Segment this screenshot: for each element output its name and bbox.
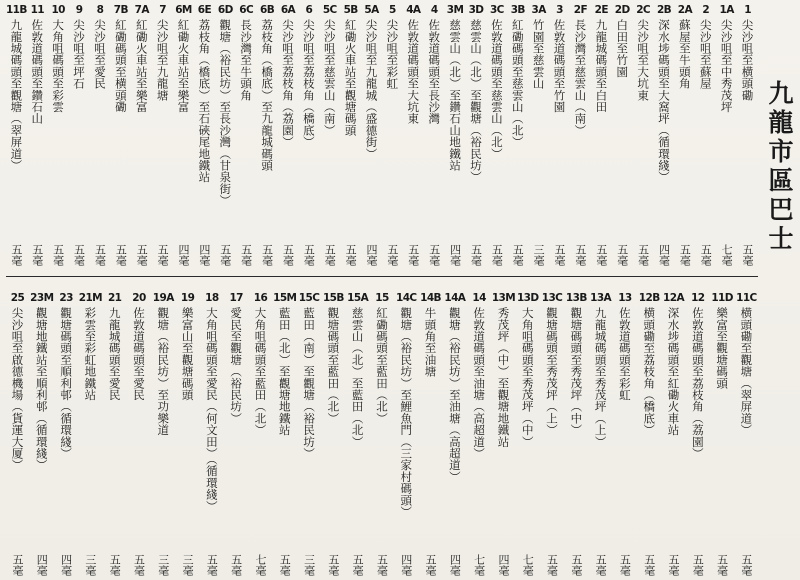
route-number: 3 <box>556 4 563 16</box>
route-description: 慈雲山（北）至觀塘（裕民坊） <box>468 19 483 183</box>
route-fare: 四毫 <box>365 244 379 266</box>
document-title: 九龍市區巴士 <box>765 80 794 254</box>
route-fare: 三毫 <box>83 554 97 576</box>
route-column <box>103 292 126 576</box>
route-column <box>419 292 442 576</box>
route-number: 14C <box>395 292 417 304</box>
route-number: 13D <box>516 292 539 304</box>
route-description: 九龍城碼頭至秀茂坪（上） <box>593 307 608 448</box>
route-number: 10 <box>51 4 65 16</box>
route-column <box>55 292 78 576</box>
route-description: 紅磡碼頭至慈雲山（北） <box>510 19 525 148</box>
route-description: 大角咀碼頭至愛民（何文田）（循環綫） <box>204 307 219 512</box>
route-column <box>686 292 709 576</box>
route-fare: 五毫 <box>326 554 340 576</box>
route-number: 6 <box>305 4 313 16</box>
route-fare: 五毫 <box>553 244 567 266</box>
route-column <box>370 292 393 576</box>
section-divider <box>6 276 758 277</box>
route-column <box>361 4 382 266</box>
route-fare: 五毫 <box>51 244 65 266</box>
route-number: 1A <box>719 4 734 16</box>
route-fare: 五毫 <box>618 554 632 576</box>
route-fare: 四毫 <box>496 554 510 576</box>
route-column <box>152 4 173 266</box>
route-fare: 五毫 <box>424 554 438 576</box>
route-number: 20 <box>132 292 146 304</box>
route-description: 大角咀碼頭至秀茂坪（中） <box>520 307 535 448</box>
route-description: 慈雲山（北）至鑽石山地鐵站 <box>448 19 463 172</box>
route-number: 11B <box>5 4 27 16</box>
route-column <box>48 4 69 266</box>
route-number: 19 <box>180 292 195 304</box>
route-column <box>507 4 528 266</box>
route-fare: 五毫 <box>594 244 608 266</box>
route-description: 佐敦道碼頭至鑽石山 <box>30 19 45 125</box>
route-number: 5B <box>343 4 358 16</box>
route-description: 尖沙咀至九龍城（盛德街） <box>364 19 379 160</box>
route-number: 4 <box>430 4 438 16</box>
route-column <box>711 292 734 576</box>
route-description: 彩雲至彩虹地鐵站 <box>83 307 98 401</box>
route-column <box>319 4 340 266</box>
route-description: 佐敦道碼頭至愛民 <box>131 307 146 401</box>
route-column <box>194 4 215 266</box>
route-number: 13M <box>491 292 516 304</box>
route-number: 25 <box>10 292 25 304</box>
route-column <box>735 292 758 576</box>
route-fare: 五毫 <box>93 244 107 266</box>
route-fare: 五毫 <box>715 554 729 576</box>
route-column <box>215 4 236 266</box>
route-description: 尖沙咀至九龍塘 <box>155 19 170 101</box>
route-number: 19A <box>152 292 174 304</box>
route-number: 6D <box>217 4 233 16</box>
route-description: 白田至竹園 <box>615 19 630 78</box>
route-fare: 五毫 <box>469 244 483 266</box>
route-column <box>695 4 716 266</box>
route-number: 2C <box>636 4 650 16</box>
route-description: 紅磡碼頭至藍田（北） <box>374 307 389 424</box>
route-number: 13B <box>565 292 587 304</box>
route-column <box>424 4 445 266</box>
route-description: 觀塘（裕民坊）至功樂道 <box>156 307 171 436</box>
route-column <box>127 292 150 576</box>
route-description: 荔枝角（橋底）至九龍城碼頭 <box>260 19 275 172</box>
route-number: 21 <box>107 292 122 304</box>
route-number: 13 <box>618 292 632 304</box>
route-column <box>516 292 539 576</box>
route-fare: 五毫 <box>678 244 692 266</box>
route-fare: 五毫 <box>699 244 713 266</box>
route-number: 6A <box>280 4 296 16</box>
route-fare: 三毫 <box>532 244 546 266</box>
route-number: 6C <box>239 4 254 16</box>
route-fare: 四毫 <box>59 554 73 576</box>
route-description: 樂富至觀塘碼頭 <box>715 307 730 389</box>
route-description: 尖沙咀至愛民 <box>92 19 107 90</box>
route-table-top <box>6 4 758 266</box>
route-fare: 五毫 <box>260 244 274 266</box>
route-fare: 五毫 <box>691 554 705 576</box>
route-number: 4A <box>406 4 421 16</box>
route-number: 14 <box>472 292 486 304</box>
route-number: 12A <box>663 292 684 304</box>
route-fare: 五毫 <box>229 554 243 576</box>
route-description: 藍田（北）至觀塘地鐵站 <box>277 307 292 436</box>
route-description: 九龍城碼頭至愛民 <box>107 307 122 401</box>
route-description: 尖沙咀至荔枝角（荔園） <box>280 19 295 148</box>
route-number: 15A <box>347 292 369 304</box>
route-fare: 三毫 <box>302 554 316 576</box>
route-column <box>200 292 223 576</box>
route-column <box>346 292 369 576</box>
route-description: 牛頭角至油塘 <box>423 307 438 378</box>
route-number: 3B <box>510 4 525 16</box>
route-column <box>486 4 507 266</box>
route-fare: 四毫 <box>35 554 49 576</box>
route-column <box>79 292 102 576</box>
route-fare: 五毫 <box>667 554 681 576</box>
route-description: 尖沙咀至蘇屋 <box>698 19 713 90</box>
route-fare: 五毫 <box>569 554 583 576</box>
route-number: 8 <box>96 4 104 16</box>
route-fare: 五毫 <box>108 554 122 576</box>
route-fare: 四毫 <box>177 244 190 266</box>
route-fare: 三毫 <box>181 554 195 576</box>
route-fare: 五毫 <box>302 244 316 266</box>
route-column <box>528 4 549 266</box>
route-number: 2A <box>677 4 692 16</box>
route-description: 大角咀碼頭至藍田（北） <box>253 307 268 436</box>
route-column <box>654 4 675 266</box>
route-fare: 五毫 <box>375 554 389 576</box>
route-column <box>236 4 257 266</box>
route-fare: 五毫 <box>490 244 504 266</box>
route-number: 13A <box>590 292 612 304</box>
route-column <box>638 292 661 576</box>
route-fare: 五毫 <box>615 244 629 266</box>
route-column <box>257 4 278 266</box>
route-fare: 七毫 <box>472 554 486 576</box>
route-description: 尖沙咀至中秀茂坪 <box>719 19 734 113</box>
route-fare: 七毫 <box>720 244 734 266</box>
route-column <box>90 4 111 266</box>
route-description: 秀茂坪（中）至觀塘地鐵站 <box>496 307 511 448</box>
route-description: 藍田（南）至觀塘（裕民坊） <box>302 307 317 460</box>
route-column <box>445 4 466 266</box>
route-column <box>716 4 737 266</box>
route-fare: 五毫 <box>594 554 608 576</box>
route-column <box>6 4 27 266</box>
route-column <box>662 292 685 576</box>
route-description: 尖沙咀至彩虹 <box>385 19 400 90</box>
route-fare: 五毫 <box>739 554 753 576</box>
route-number: 7A <box>134 4 149 16</box>
route-number: 2B <box>656 4 672 16</box>
route-description: 觀塘碼頭至藍田（北） <box>326 307 341 424</box>
route-description: 九龍城碼頭至觀塘（翠屏道） <box>9 19 24 172</box>
route-number: 2 <box>702 4 710 16</box>
route-fare: 四毫 <box>399 554 413 576</box>
route-description: 長沙灣至牛頭角 <box>239 19 254 101</box>
route-column <box>27 4 48 266</box>
route-number: 6B <box>260 4 275 16</box>
route-number: 2F <box>573 4 588 16</box>
route-fare: 五毫 <box>385 244 399 266</box>
route-column <box>541 292 564 576</box>
route-fare: 五毫 <box>406 244 420 266</box>
route-description: 觀塘碼頭至秀茂坪（上） <box>545 307 560 436</box>
route-fare: 五毫 <box>511 244 525 266</box>
route-number: 5A <box>364 4 379 16</box>
route-description: 紅磡火車站至樂富 <box>134 19 149 113</box>
route-number: 1 <box>744 4 751 16</box>
route-number: 17 <box>229 292 243 304</box>
route-number: 7B <box>113 4 128 16</box>
route-number: 6E <box>197 4 212 16</box>
route-fare: 五毫 <box>636 244 650 266</box>
route-number: 15C <box>298 292 320 304</box>
route-fare: 七毫 <box>521 554 535 576</box>
route-fare: 五毫 <box>114 244 128 266</box>
route-column <box>549 4 570 266</box>
route-fare: 五毫 <box>156 244 170 266</box>
route-description: 佐敦道碼頭至慈雲山（北） <box>489 19 504 160</box>
route-description: 佐敦道碼頭至大坑東 <box>406 19 421 125</box>
route-column <box>382 4 403 266</box>
route-column <box>131 4 152 266</box>
route-column <box>612 4 633 266</box>
route-column <box>110 4 131 266</box>
route-fare: 五毫 <box>239 244 253 266</box>
route-fare: 四毫 <box>448 554 462 576</box>
route-description: 竹園至慈雲山 <box>531 19 546 90</box>
route-number: 23 <box>59 292 73 304</box>
route-number: 23M <box>30 292 54 304</box>
route-description: 尖沙咀至慈雲山（南） <box>322 19 337 136</box>
route-fare: 五毫 <box>642 554 656 576</box>
route-number: 7 <box>159 4 166 16</box>
route-column <box>570 4 591 266</box>
route-description: 愛民至觀塘（裕民坊） <box>229 307 244 424</box>
route-description: 深水埗碼頭至紅磡火車站 <box>666 307 681 436</box>
route-column <box>298 292 321 576</box>
route-description: 長沙灣至慈雲山（南） <box>573 19 588 136</box>
route-number: 12 <box>691 292 705 304</box>
route-description: 觀塘（裕民坊）至長沙灣（甘泉街） <box>218 19 233 207</box>
route-description: 尖沙咀至荔枝角（橋底） <box>301 19 316 148</box>
route-description: 佐敦道碼頭至油塘（高超道） <box>472 307 487 460</box>
route-number: 5C <box>322 4 337 16</box>
route-fare: 五毫 <box>9 244 23 266</box>
route-fare: 五毫 <box>132 554 146 576</box>
route-number: 11D <box>711 292 733 304</box>
route-number: 18 <box>205 292 219 304</box>
route-number: 5 <box>389 4 396 16</box>
route-description: 樂富山至觀塘碼頭 <box>180 307 195 401</box>
route-column <box>6 292 29 576</box>
route-description: 佐敦道碼頭至荔枝角（荔園） <box>690 307 705 460</box>
route-fare: 五毫 <box>427 244 441 266</box>
route-fare: 五毫 <box>741 244 755 266</box>
route-column <box>443 292 466 576</box>
route-column <box>298 4 319 266</box>
route-description: 横頭磡至觀塘（翠屏道） <box>739 307 754 436</box>
route-column <box>466 4 487 266</box>
route-column <box>152 292 175 576</box>
route-column <box>176 292 199 576</box>
route-fare: 三毫 <box>156 554 170 576</box>
route-description: 紅磡碼頭至横頭磡 <box>113 19 128 113</box>
route-description: 蘇屋至牛頭角 <box>677 19 692 90</box>
route-number: 3M <box>446 4 464 16</box>
route-number: 14A <box>444 292 466 304</box>
route-column <box>468 292 491 576</box>
route-column <box>249 292 272 576</box>
route-column <box>273 292 296 576</box>
route-fare: 五毫 <box>135 244 149 266</box>
route-column <box>403 4 424 266</box>
route-number: 16 <box>253 292 268 304</box>
route-number: 13C <box>541 292 563 304</box>
route-column <box>173 4 194 266</box>
route-number: 15B <box>322 292 344 304</box>
route-number: 14B <box>420 292 441 304</box>
route-column <box>674 4 695 266</box>
route-fare: 五毫 <box>323 244 337 266</box>
route-column <box>278 4 299 266</box>
route-fare: 五毫 <box>278 554 292 576</box>
route-column <box>492 292 515 576</box>
route-fare: 五毫 <box>30 244 44 266</box>
route-column <box>737 4 758 266</box>
route-description: 觀塘地鐵站至順利邨（循環綫） <box>34 307 49 471</box>
route-fare: 四毫 <box>448 244 462 266</box>
route-description: 尖沙咀至横頭磡 <box>740 19 755 101</box>
route-description: 觀塘（裕民坊）至鯉魚門（三家村碼頭） <box>399 307 414 518</box>
route-number: 12B <box>638 292 660 304</box>
route-column <box>613 292 636 576</box>
route-description: 觀塘碼頭至順利邨（循環綫） <box>59 307 74 460</box>
route-description: 佐敦道碼頭至長沙灣 <box>427 19 442 125</box>
route-table-bottom <box>6 292 758 576</box>
route-description: 九龍城碼頭至白田 <box>594 19 609 113</box>
route-fare: 五毫 <box>545 554 559 576</box>
route-description: 觀塘碼頭至秀茂坪（中） <box>569 307 584 436</box>
route-column <box>69 4 90 266</box>
route-column <box>322 292 345 576</box>
route-number: 3A <box>531 4 546 16</box>
route-description: 佐敦道碼頭至竹園 <box>552 19 567 113</box>
route-column <box>589 292 612 576</box>
route-column <box>591 4 612 266</box>
route-column <box>633 4 654 266</box>
route-description: 佐敦道碼頭至彩虹 <box>617 307 632 401</box>
route-number: 3D <box>468 4 484 16</box>
route-row-bottom <box>6 292 758 576</box>
route-number: 15M <box>273 292 297 304</box>
route-fare: 五毫 <box>344 244 358 266</box>
route-row-top <box>6 4 758 266</box>
route-number: 2E <box>594 4 608 16</box>
route-fare: 五毫 <box>205 554 219 576</box>
route-description: 深水埗碼頭至大窩坪（循環綫） <box>656 19 671 183</box>
route-number: 21M <box>78 292 103 304</box>
route-description: 大角咀碼頭至彩雲 <box>51 19 66 113</box>
route-description: 横頭磡至荔枝角（橋底） <box>642 307 657 436</box>
route-number: 15 <box>375 292 389 304</box>
route-fare: 五毫 <box>573 244 587 266</box>
route-number: 3C <box>489 4 504 16</box>
route-fare: 四毫 <box>657 244 671 266</box>
route-number: 11 <box>30 4 44 16</box>
route-fare: 五毫 <box>72 244 86 266</box>
route-column <box>565 292 588 576</box>
route-column <box>395 292 418 576</box>
route-number: 11C <box>736 292 757 304</box>
route-description: 觀塘（裕民坊）至油塘（高超道） <box>447 307 462 483</box>
route-number: 2D <box>614 4 630 16</box>
route-column <box>340 4 361 266</box>
route-description: 紅磡火車站至樂富 <box>176 19 191 113</box>
route-fare: 五毫 <box>281 244 295 266</box>
route-number: 9 <box>75 4 83 16</box>
route-fare: 五毫 <box>351 554 365 576</box>
route-fare: 四毫 <box>197 244 211 266</box>
route-description: 荔枝角（橋底）至石硤尾地鐵站 <box>197 19 212 183</box>
route-fare: 五毫 <box>218 244 232 266</box>
route-description: 尖沙咀至坪石 <box>72 19 87 90</box>
route-fare: 七毫 <box>253 554 267 576</box>
route-description: 慈雲山（北）至藍田（北） <box>350 307 365 448</box>
route-description: 紅磡火車站至觀塘碼頭 <box>343 19 358 136</box>
route-description: 尖沙咀至大坑東 <box>636 19 651 101</box>
route-fare: 五毫 <box>11 554 24 576</box>
route-number: 6M <box>175 4 192 16</box>
route-column <box>30 292 53 576</box>
route-column <box>225 292 248 576</box>
route-description: 尖沙咀至啟德機場（貨運大厦） <box>10 307 25 471</box>
